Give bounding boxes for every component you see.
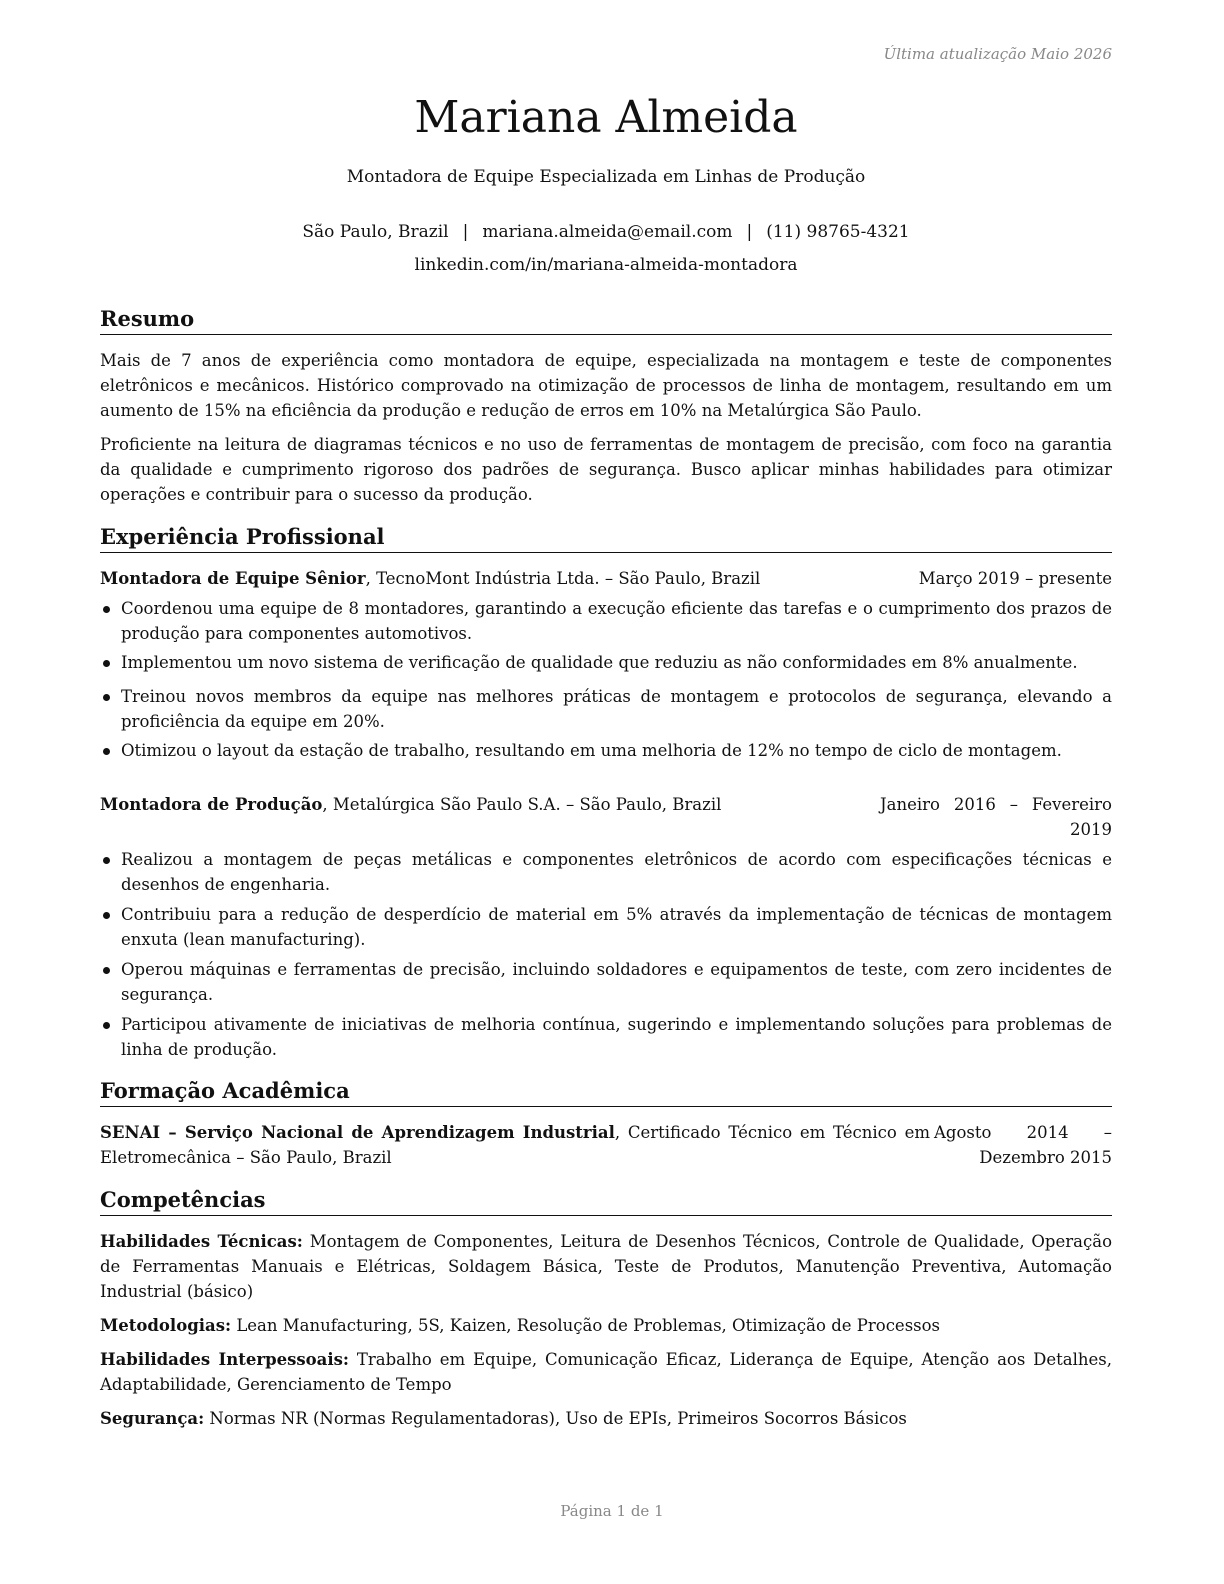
contact-phone: (11) 98765-4321 (766, 222, 910, 242)
job-bullet: Participou ativamente de iniciativas de melhoria contínua, sugerindo e implementando soluções para problemas de linha de produção. (100, 1012, 1112, 1062)
job-bullets (100, 596, 1112, 763)
job-header (100, 792, 1112, 842)
summary-section (100, 305, 1112, 507)
section-title-summary: Resumo (100, 305, 1112, 335)
job-dates: Janeiro 2016 – Fevereiro 2019 (880, 795, 1112, 839)
job-bullet: Otimizou o layout da estação de trabalho, resultando em uma melhoria de 12% no tempo de ciclo de montagem. (100, 738, 1112, 763)
skill-group (100, 1229, 1112, 1304)
job-bullets (100, 847, 1112, 1062)
education-section (100, 1077, 1112, 1170)
job-bullet: Coordenou uma equipe de 8 montadores, garantindo a execução eficiente das tarefas e o cumprimento dos prazos de produção para componentes automotivos. (100, 596, 1112, 646)
education-dates: Agosto 2014 – Dezembro 2015 (934, 1123, 1112, 1167)
job-entry (100, 566, 1112, 763)
job-bullet: Realizou a montagem de peças metálicas e componentes eletrônicos de acordo com especificações técnicas e desenhos de engenharia. (100, 847, 1112, 897)
section-title-skills: Competências (100, 1186, 1112, 1216)
skill-group (100, 1347, 1112, 1397)
skill-group-value: Normas NR (Normas Regulamentadoras), Uso de EPIs, Primeiros Socorros Básicos (204, 1409, 907, 1428)
candidate-name: Mariana Almeida (414, 92, 798, 143)
contact-separator: | (462, 222, 469, 242)
job-bullet: Implementou um novo sistema de verificação de qualidade que reduziu as não conformidades em 8% anualmente. (100, 650, 1112, 675)
candidate-headline: Montadora de Equipe Especializada em Linhas de Produção (346, 167, 866, 187)
contact-location: São Paulo, Brazil (302, 222, 449, 242)
job-bullet: Treinou novos membros da equipe nas melhores práticas de montagem e protocolos de segurança, elevando a proficiência da equipe em 20%. (100, 684, 1112, 734)
job-role: Montadora de Produção (100, 795, 323, 814)
skill-group-label: Habilidades Interpessoais: (100, 1350, 350, 1369)
education-detail: , Certificado Técnico em Técnico em Eletromecânica – São Paulo, Brazil (100, 1123, 931, 1167)
skill-group-value: Lean Manufacturing, 5S, Kaizen, Resolução de Problemas, Otimização de Processos (231, 1316, 941, 1335)
job-entry (100, 792, 1112, 1062)
skill-group-value: Trabalho em Equipe, Comunicação Eficaz, Liderança de Equipe, Atenção aos Detalhes, Adaptabilidade, Gerenciamento de Tempo (100, 1350, 1113, 1394)
education-institution: SENAI – Serviço Nacional de Aprendizagem Industrial (100, 1123, 615, 1142)
skills-section (100, 1186, 1112, 1431)
section-title-experience: Experiência Profissional (100, 523, 1112, 553)
page-number: Página 1 de 1 (560, 1502, 664, 1520)
job-bullet: Operou máquinas e ferramentas de precisão, incluindo soldadores e equipamentos de teste, com zero incidentes de segurança. (100, 957, 1112, 1007)
education-entry (100, 1120, 1112, 1170)
section-title-education: Formação Acadêmica (100, 1077, 1112, 1107)
skill-group-label: Habilidades Técnicas: (100, 1232, 303, 1251)
summary-paragraph: Mais de 7 anos de experiência como montadora de equipe, especializada na montagem e teste de componentes eletrônicos e mecânicos. Histórico comprovado na otimização de processos de linha de montagem, resultando em um aumento de 15% na eficiência da produção e redução de erros em 10% na Metalúrgica São Paulo. (100, 351, 1112, 420)
linkedin-link[interactable]: linkedin.com/in/mariana-almeida-montadora (414, 255, 798, 275)
skill-group (100, 1406, 1112, 1431)
experience-section (100, 523, 1112, 1062)
last-updated-note: Última atualização Maio 2026 (883, 45, 1112, 63)
job-dates: Março 2019 – presente (918, 569, 1112, 588)
job-header (100, 566, 1112, 591)
skill-group-label: Segurança: (100, 1409, 205, 1428)
job-company: , TecnoMont Indústria Ltda. – São Paulo, Brazil (365, 569, 761, 588)
contact-line (100, 220, 1112, 244)
summary-paragraph: Proficiente na leitura de diagramas técnicos e no uso de ferramentas de montagem de precisão, com foco na garantia da qualidade e cumprimento rigoroso dos padrões de segurança. Busco aplicar minhas habilidades para otimizar operações e contribuir para o sucesso da produção. (100, 435, 1112, 504)
contact-email[interactable]: mariana.almeida@email.com (482, 222, 733, 242)
contact-separator: | (746, 222, 753, 242)
job-bullet: Contribuiu para a redução de desperdício de material em 5% através da implementação de técnicas de montagem enxuta (lean manufacturing). (100, 902, 1112, 952)
job-role: Montadora de Equipe Sênior (100, 569, 366, 588)
job-company: , Metalúrgica São Paulo S.A. – São Paulo, Brazil (322, 795, 722, 814)
skill-group-value: Montagem de Componentes, Leitura de Desenhos Técnicos, Controle de Qualidade, Operação de Ferramentas Manuais e Elétricas, Soldagem Básica, Teste de Produtos, Manutenção Preventiva, Automação Industrial (básico) (100, 1232, 1112, 1301)
skill-group (100, 1313, 1112, 1338)
skill-group-label: Metodologias: (100, 1316, 232, 1335)
